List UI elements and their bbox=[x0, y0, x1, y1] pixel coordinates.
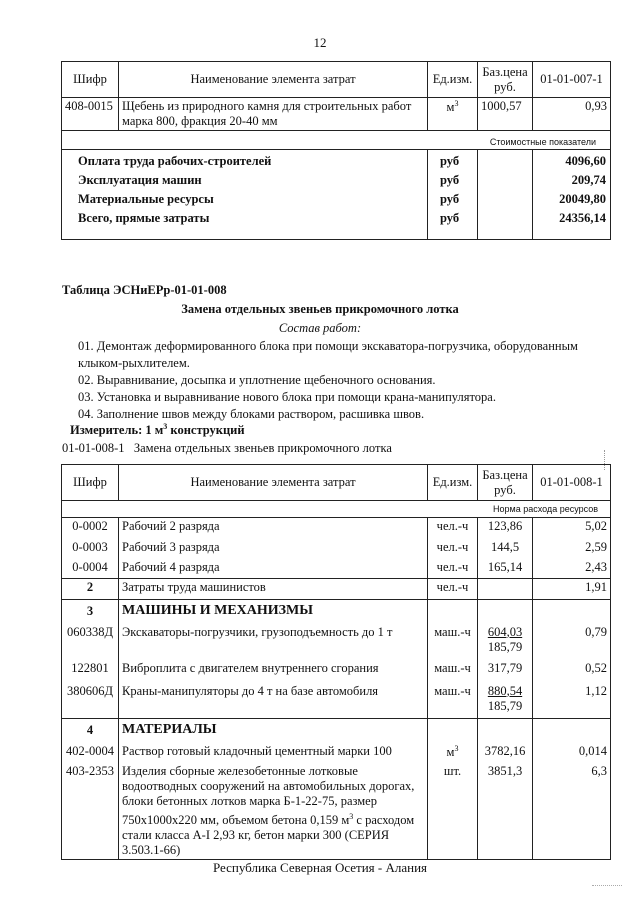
margin-mark bbox=[592, 882, 622, 886]
row-price: 3851,3 bbox=[478, 763, 533, 860]
row-name: Рабочий 4 разряда bbox=[119, 559, 428, 579]
header-unit: Ед.изм. bbox=[428, 465, 478, 501]
table-row bbox=[62, 683, 611, 719]
header-price: Баз.цена руб. bbox=[478, 62, 533, 98]
norm-line: 01-01-008-1 Замена отдельных звеньев прикромочного лотка bbox=[62, 441, 392, 455]
section-label: Норма расхода ресурсов bbox=[62, 501, 611, 518]
row-value: 5,02 bbox=[533, 518, 611, 539]
row-price: 317,79 bbox=[478, 660, 533, 683]
table-row bbox=[62, 539, 611, 559]
row-price: 880,54 185,79 bbox=[478, 683, 533, 719]
row-name: Раствор готовый кладочный цементный марки 100 bbox=[119, 743, 428, 763]
table-row bbox=[62, 579, 611, 600]
row-price: 1000,57 bbox=[478, 98, 533, 131]
row-unit: чел.-ч bbox=[428, 539, 478, 559]
section-title: МАТЕРИАЛЫ bbox=[119, 719, 428, 743]
row-value: 1,12 bbox=[533, 683, 611, 719]
table-row bbox=[62, 98, 611, 131]
work-item: 02. Выравнивание, досыпка и уплотнение щебеночного основания. bbox=[78, 373, 436, 387]
row-code: 403-2353 bbox=[62, 763, 119, 860]
row-unit: маш.-ч bbox=[428, 683, 478, 719]
header-code: Шифр bbox=[62, 465, 119, 501]
row-name: Затраты труда машинистов bbox=[119, 579, 428, 600]
row-code: 0-0002 bbox=[62, 518, 119, 539]
header-name: Наименование элемента затрат bbox=[119, 62, 428, 98]
row-value: 1,91 bbox=[533, 579, 611, 600]
row-name: Рабочий 3 разряда bbox=[119, 539, 428, 559]
row-price: 144,5 bbox=[478, 539, 533, 559]
work-item: 04. Заполнение швов между блоками раствором, расшивка швов. bbox=[78, 407, 425, 421]
work-item: 01. Демонтаж деформированного блока при помощи экскаватора-погрузчика, оборудованным клыком-рыхлителем. bbox=[78, 339, 578, 370]
row-unit: маш.-ч bbox=[428, 624, 478, 660]
row-unit: шт. bbox=[428, 763, 478, 860]
row-code: 408-0015 bbox=[62, 98, 119, 131]
row-unit: чел.-ч bbox=[428, 518, 478, 539]
meter-label: Измеритель: 1 $м^3$ конструкций bbox=[70, 422, 245, 438]
section-code: 3 bbox=[62, 600, 119, 624]
row-price: 604,03 185,79 bbox=[478, 624, 533, 660]
section-row bbox=[62, 719, 611, 743]
row-unit: чел.-ч bbox=[428, 579, 478, 600]
footer: Республика Северная Осетия - Алания bbox=[212, 860, 428, 875]
table-row bbox=[62, 743, 611, 763]
header-name: Наименование элемента затрат bbox=[119, 465, 428, 501]
page-number: 12 bbox=[313, 35, 327, 50]
row-price: 165,14 bbox=[478, 559, 533, 579]
cost-table bbox=[61, 61, 611, 240]
row-code: 380606Д bbox=[62, 683, 119, 719]
table-row bbox=[62, 518, 611, 539]
resources-table bbox=[61, 464, 611, 860]
table-row bbox=[62, 763, 611, 860]
row-name: Виброплита с двигателем внутреннего сгорания bbox=[119, 660, 428, 683]
section-title: МАШИНЫ И МЕХАНИЗМЫ bbox=[119, 600, 428, 624]
row-code: 0-0004 bbox=[62, 559, 119, 579]
row-price: 3782,16 bbox=[478, 743, 533, 763]
header-price: Баз.цена руб. bbox=[478, 465, 533, 501]
cost-names: Оплата труда рабочих-строителей Эксплуатация машин Материальные ресурсы Всего, прямые затраты bbox=[62, 150, 428, 240]
table-title: Таблица ЭСНиЕРр-01-01-008 bbox=[62, 283, 227, 297]
margin-mark bbox=[604, 450, 612, 470]
table-heading: Замена отдельных звеньев прикромочного лотка bbox=[181, 302, 459, 316]
cost-values: 4096,60 209,74 20049,80 24356,14 bbox=[533, 150, 611, 240]
row-name: Щебень из природного камня для строительных работ марка 800, фракция 20-40 мм bbox=[119, 98, 428, 131]
section-row bbox=[62, 600, 611, 624]
row-code: 060338Д bbox=[62, 624, 119, 660]
header-code: Шифр bbox=[62, 62, 119, 98]
table-row bbox=[62, 624, 611, 660]
row-value: 0,79 bbox=[533, 624, 611, 660]
section-label: Стоимостные показатели bbox=[62, 131, 611, 150]
section-code: 4 bbox=[62, 719, 119, 743]
row-value: 6,3 bbox=[533, 763, 611, 860]
header-norm: 01-01-008-1 bbox=[533, 465, 611, 501]
composition-title: Состав работ: bbox=[278, 321, 362, 335]
table-row bbox=[62, 559, 611, 579]
row-name: Краны-манипуляторы до 4 т на базе автомобиля bbox=[119, 683, 428, 719]
row-code: 122801 bbox=[62, 660, 119, 683]
row-value: 0,52 bbox=[533, 660, 611, 683]
row-value: 0,93 bbox=[533, 98, 611, 131]
work-item: 03. Установка и выравнивание нового блока при помощи крана-манипулятора. bbox=[78, 390, 496, 404]
header-unit: Ед.изм. bbox=[428, 62, 478, 98]
row-code: 0-0003 bbox=[62, 539, 119, 559]
row-unit: чел.-ч bbox=[428, 559, 478, 579]
row-value: 2,59 bbox=[533, 539, 611, 559]
row-value: 2,43 bbox=[533, 559, 611, 579]
row-name: Рабочий 2 разряда bbox=[119, 518, 428, 539]
table-row bbox=[62, 660, 611, 683]
row-name: Изделия сборные железобетонные лотковые водоотводных сооружений на автомобильных дорогах, блоки бетонных лотков марка Б-1-22-75, размер 750х1000х220 мм, объемом бетона 0,159 $м^3$ с расходом стали класса А-I 2,93 кг, бетон марки 300 (СЕРИЯ 3.503.1-66) bbox=[119, 763, 428, 860]
cost-units: руб руб руб руб bbox=[428, 150, 478, 240]
row-value: 0,014 bbox=[533, 743, 611, 763]
row-price: 123,86 bbox=[478, 518, 533, 539]
header-norm: 01-01-007-1 bbox=[533, 62, 611, 98]
row-code: 2 bbox=[62, 579, 119, 600]
row-code: 402-0004 bbox=[62, 743, 119, 763]
row-unit: $м^3$ bbox=[428, 743, 478, 763]
row-name: Экскаваторы-погрузчики, грузоподъемность до 1 т bbox=[119, 624, 428, 660]
row-unit: маш.-ч bbox=[428, 660, 478, 683]
row-unit: $м^3$ bbox=[428, 98, 478, 131]
